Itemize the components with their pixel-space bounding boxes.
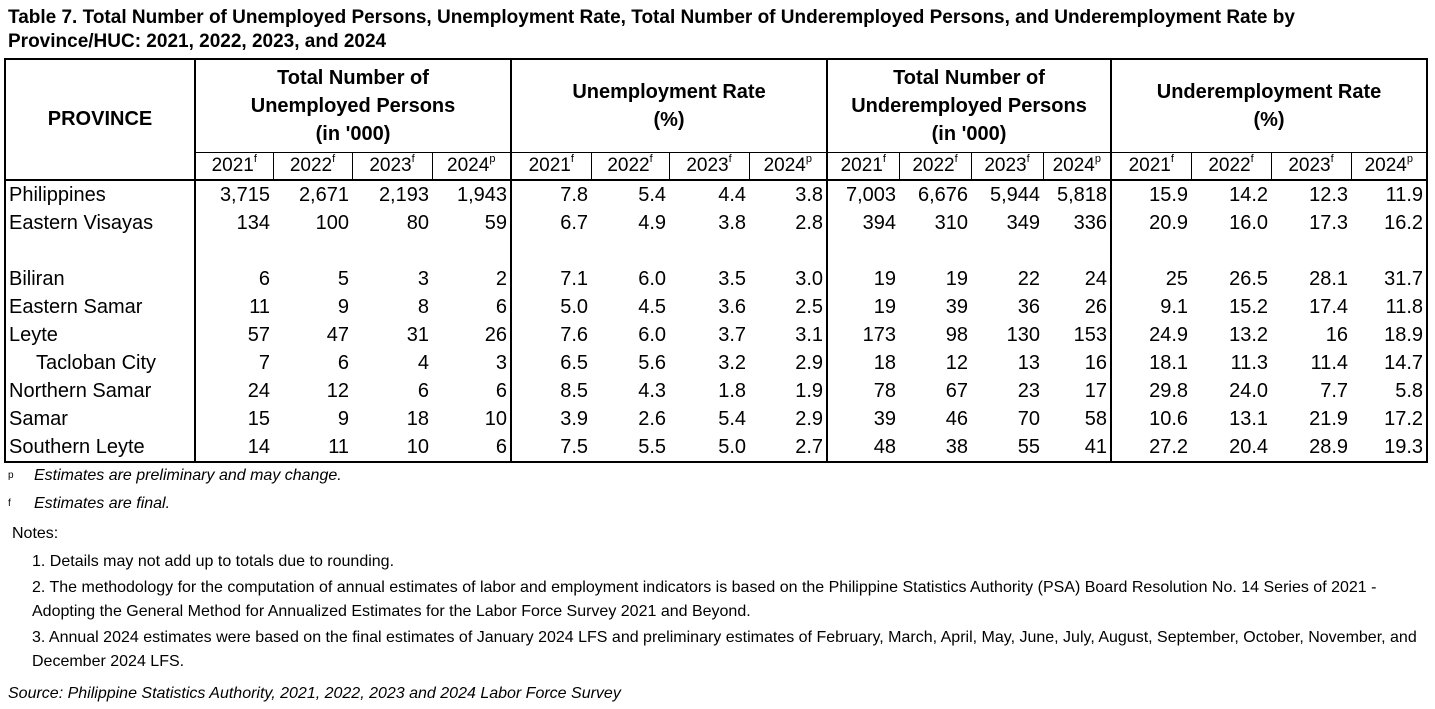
value-cell: 9.1 (1111, 293, 1191, 321)
value-cell: 39 (945, 296, 969, 318)
value-cell: 3.7 (718, 324, 747, 346)
value-cell: 38 (945, 436, 969, 458)
value-cell: 6 (495, 380, 508, 402)
value-cell: 20.9 (1111, 209, 1191, 237)
value-cell: 349 (1006, 212, 1041, 234)
value-cell: 27.2 (1111, 433, 1191, 462)
value-cell: 1.8 (718, 380, 747, 402)
value-cell: 59 (484, 212, 508, 234)
group-header-underemployed-persons: Total Number of Underemployed Persons (in '000) (827, 59, 1111, 153)
value-cell: 5,944 (989, 184, 1041, 206)
province-name: Eastern Samar (9, 296, 143, 318)
value-cell: 3 (495, 352, 508, 374)
value-cell: 7 (195, 349, 273, 377)
value-cell: 39 (827, 405, 899, 433)
value-cell: 11.4 (1310, 352, 1349, 374)
value-cell: 26 (484, 324, 508, 346)
value-cell: 31.7 (1384, 268, 1424, 290)
value-cell: 13 (1017, 352, 1041, 374)
value-cell: 67 (945, 380, 969, 402)
table-title: Table 7. Total Number of Unemployed Persons, Unemployment Rate, Total Number of Underemployed Persons, and Underemployment Rate by Province/HUC: 2021, 2022, 2023, and 2024 (8, 7, 1295, 52)
value-cell: 13.2 (1229, 324, 1269, 346)
value-cell: 4.9 (638, 212, 667, 234)
value-cell: 18 (827, 349, 899, 377)
value-cell: 36 (1017, 296, 1041, 318)
table-row (5, 180, 1427, 209)
year-header-cell: 2023$^f$ (1271, 153, 1351, 181)
value-cell: 6 (495, 296, 508, 318)
value-cell: 2.6 (638, 408, 667, 430)
footnote-preliminary: p Estimates are preliminary and may change. (8, 467, 342, 484)
value-cell: 2.7 (795, 436, 824, 458)
value-cell: 9 (337, 296, 349, 318)
value-cell: 15 (195, 405, 273, 433)
value-cell: 4 (417, 352, 429, 374)
value-cell: 16.2 (1384, 212, 1424, 234)
value-cell: 15.9 (1111, 180, 1191, 209)
statistics-table (4, 58, 1428, 463)
value-cell: 1.9 (795, 380, 824, 402)
value-cell: 5.6 (638, 352, 667, 374)
value-cell: 2.8 (795, 212, 824, 234)
value-cell: 46 (945, 408, 969, 430)
spacer-row (5, 237, 1427, 265)
value-cell: 41 (1084, 436, 1108, 458)
value-cell: 2.9 (795, 408, 824, 430)
value-cell: 4.4 (718, 184, 747, 206)
value-cell: 3.9 (511, 405, 591, 433)
province-name: Eastern Visayas (9, 212, 154, 234)
note-1: 1. Details may not add up to totals due to rounding. (32, 553, 395, 570)
value-cell: 6,676 (917, 184, 969, 206)
value-cell: 7.6 (511, 321, 591, 349)
province-name: Southern Leyte (9, 436, 145, 458)
value-cell: 6 (495, 436, 508, 458)
value-cell: 5.0 (718, 436, 747, 458)
value-cell: 2,671 (298, 184, 349, 206)
value-cell: 5.4 (638, 184, 667, 206)
value-cell: 11.3 (1230, 352, 1269, 374)
value-cell: 26.5 (1229, 268, 1269, 290)
value-cell: 18.1 (1111, 349, 1191, 377)
value-cell: 12.3 (1309, 184, 1349, 206)
value-cell: 16 (1325, 324, 1349, 346)
value-cell: 28.9 (1309, 436, 1349, 458)
value-cell: 394 (827, 209, 899, 237)
value-cell: 21.9 (1309, 408, 1349, 430)
year-header-cell: 2024$^p$ (432, 153, 511, 181)
value-cell: 17 (1084, 380, 1108, 402)
value-cell: 19.3 (1384, 436, 1424, 458)
value-cell: 10.6 (1111, 405, 1191, 433)
year-header-cell: 2023$^f$ (971, 153, 1043, 181)
table-row (5, 293, 1427, 321)
value-cell: 5 (337, 268, 349, 290)
province-name: Leyte (9, 324, 58, 346)
value-cell: 7,003 (827, 180, 899, 209)
table-row (5, 209, 1427, 237)
value-cell: 25 (1111, 265, 1191, 293)
value-cell: 17.2 (1384, 408, 1424, 430)
value-cell: 11 (328, 436, 349, 458)
group-header-unemployed-persons: Total Number of Unemployed Persons (in '000) (195, 59, 511, 153)
year-header-cell: 2024$^p$ (1043, 153, 1111, 181)
value-cell: 16.0 (1229, 212, 1269, 234)
value-cell: 5.4 (718, 408, 747, 430)
year-header-cell: 2021$^f$ (1111, 153, 1191, 181)
province-header: PROVINCE (5, 59, 195, 180)
value-cell: 13.1 (1229, 408, 1269, 430)
year-header-cell: 2021$^f$ (827, 153, 899, 181)
value-cell: 12 (326, 380, 349, 402)
value-cell: 17.4 (1309, 296, 1349, 318)
value-cell: 19 (827, 265, 899, 293)
value-cell: 28.1 (1309, 268, 1349, 290)
year-header-cell: 2024$^p$ (749, 153, 827, 181)
value-cell: 47 (326, 324, 349, 346)
table-row (5, 265, 1427, 293)
value-cell: 6.0 (638, 324, 667, 346)
value-cell: 134 (195, 209, 273, 237)
value-cell: 6 (195, 265, 273, 293)
value-cell: 29.8 (1111, 377, 1191, 405)
table-row (5, 321, 1427, 349)
value-cell: 98 (945, 324, 969, 346)
value-cell: 55 (1017, 436, 1041, 458)
value-cell: 9 (337, 408, 349, 430)
table-row (5, 377, 1427, 405)
year-header-cell: 2021$^f$ (511, 153, 591, 181)
value-cell: 78 (827, 377, 899, 405)
value-cell: 3 (417, 268, 429, 290)
value-cell: 4.5 (638, 296, 667, 318)
value-cell: 10 (484, 408, 508, 430)
province-name: Biliran (9, 268, 65, 290)
value-cell: 24.9 (1111, 321, 1191, 349)
year-header-cell: 2024$^p$ (1351, 153, 1427, 181)
value-cell: 6.5 (511, 349, 591, 377)
note-3: 3. Annual 2024 estimates were based on the final estimates of January 2024 LFS and preliminary estimates of February, March, April, May, June, July, August, September, October, November, and December 2024 LFS. (32, 629, 1417, 670)
value-cell: 48 (827, 433, 899, 462)
table-row (5, 349, 1427, 377)
value-cell: 310 (934, 212, 969, 234)
value-cell: 70 (1017, 408, 1041, 430)
value-cell: 5,818 (1056, 184, 1108, 206)
value-cell: 3.2 (718, 352, 747, 374)
source-line: Source: Philippine Statistics Authority, 2021, 2022, 2023 and 2024 Labor Force Survey (8, 685, 621, 702)
value-cell: 11 (195, 293, 273, 321)
value-cell: 18.9 (1384, 324, 1424, 346)
value-cell: 8 (417, 296, 429, 318)
value-cell: 336 (1073, 212, 1108, 234)
value-cell: 5.5 (638, 436, 667, 458)
value-cell: 6 (417, 380, 429, 402)
table-row (5, 405, 1427, 433)
value-cell: 14.2 (1229, 184, 1269, 206)
value-cell: 3.8 (718, 212, 747, 234)
value-cell: 58 (1084, 408, 1108, 430)
value-cell: 2.9 (795, 352, 824, 374)
value-cell: 24 (1084, 268, 1108, 290)
value-cell: 3.5 (718, 268, 747, 290)
year-header-row (5, 153, 1427, 181)
value-cell: 5.0 (511, 293, 591, 321)
value-cell: 6.0 (638, 268, 667, 290)
value-cell: 24.0 (1229, 380, 1269, 402)
province-name: Samar (9, 408, 68, 430)
value-cell: 22 (1017, 268, 1041, 290)
province-name: Northern Samar (9, 380, 152, 402)
group-header-underemployment-rate: Underemployment Rate (%) (1111, 59, 1427, 153)
table-body (5, 180, 1427, 462)
value-cell: 3.6 (718, 296, 747, 318)
value-cell: 4.3 (638, 380, 667, 402)
value-cell: 20.4 (1229, 436, 1269, 458)
notes-label: Notes: (12, 525, 59, 542)
value-cell: 17.3 (1309, 212, 1349, 234)
value-cell: 15.2 (1229, 296, 1269, 318)
value-cell: 31 (406, 324, 429, 346)
value-cell: 11.9 (1385, 184, 1424, 206)
value-cell: 16 (1084, 352, 1108, 374)
value-cell: 57 (195, 321, 273, 349)
value-cell: 6.7 (511, 209, 591, 237)
value-cell: 100 (315, 212, 349, 234)
footnote-final: f Estimates are final. (8, 495, 171, 512)
value-cell: 173 (827, 321, 899, 349)
value-cell: 3.0 (795, 268, 824, 290)
group-header-unemployment-rate: Unemployment Rate (%) (511, 59, 827, 153)
value-cell: 7.7 (1320, 380, 1349, 402)
value-cell: 19 (945, 268, 969, 290)
value-cell: 80 (406, 212, 429, 234)
value-cell: 3,715 (195, 180, 273, 209)
value-cell: 11.8 (1385, 296, 1424, 318)
value-cell: 24 (195, 377, 273, 405)
note-2: 2. The methodology for the computation of annual estimates of labor and employment indicators is based on the Philippine Statistics Authority (PSA) Board Resolution No. 14 Series of 2021 - Adopting the General Method for Annualized Estimates for the Labor Force Survey 2021 and Beyond. (32, 579, 1377, 620)
value-cell: 23 (1017, 380, 1041, 402)
value-cell: 8.5 (511, 377, 591, 405)
province-name: Philippines (9, 184, 106, 206)
year-header-cell: 2022$^f$ (1191, 153, 1271, 181)
value-cell: 2 (495, 268, 508, 290)
table-row (5, 433, 1427, 462)
value-cell: 14.7 (1384, 352, 1424, 374)
value-cell: 10 (406, 436, 429, 458)
value-cell: 7.8 (511, 180, 591, 209)
year-header-cell: 2021$^f$ (195, 153, 273, 181)
province-name: Tacloban City (36, 352, 157, 374)
value-cell: 5.8 (1395, 380, 1424, 402)
year-header-cell: 2022$^f$ (899, 153, 971, 181)
value-cell: 153 (1073, 324, 1108, 346)
value-cell: 130 (1006, 324, 1041, 346)
value-cell: 18 (406, 408, 429, 430)
value-cell: 6 (337, 352, 349, 374)
value-cell: 1,943 (456, 184, 508, 206)
year-header-cell: 2023$^f$ (669, 153, 749, 181)
value-cell: 3.1 (795, 324, 824, 346)
year-header-cell: 2022$^f$ (591, 153, 669, 181)
value-cell: 12 (945, 352, 969, 374)
value-cell: 7.1 (511, 265, 591, 293)
value-cell: 7.5 (511, 433, 591, 462)
value-cell: 2.5 (795, 296, 824, 318)
year-header-cell: 2022$^f$ (273, 153, 352, 181)
year-header-cell: 2023$^f$ (352, 153, 432, 181)
value-cell: 2,193 (378, 184, 429, 206)
value-cell: 14 (195, 433, 273, 462)
value-cell: 26 (1084, 296, 1108, 318)
value-cell: 19 (827, 293, 899, 321)
value-cell: 3.8 (795, 184, 824, 206)
